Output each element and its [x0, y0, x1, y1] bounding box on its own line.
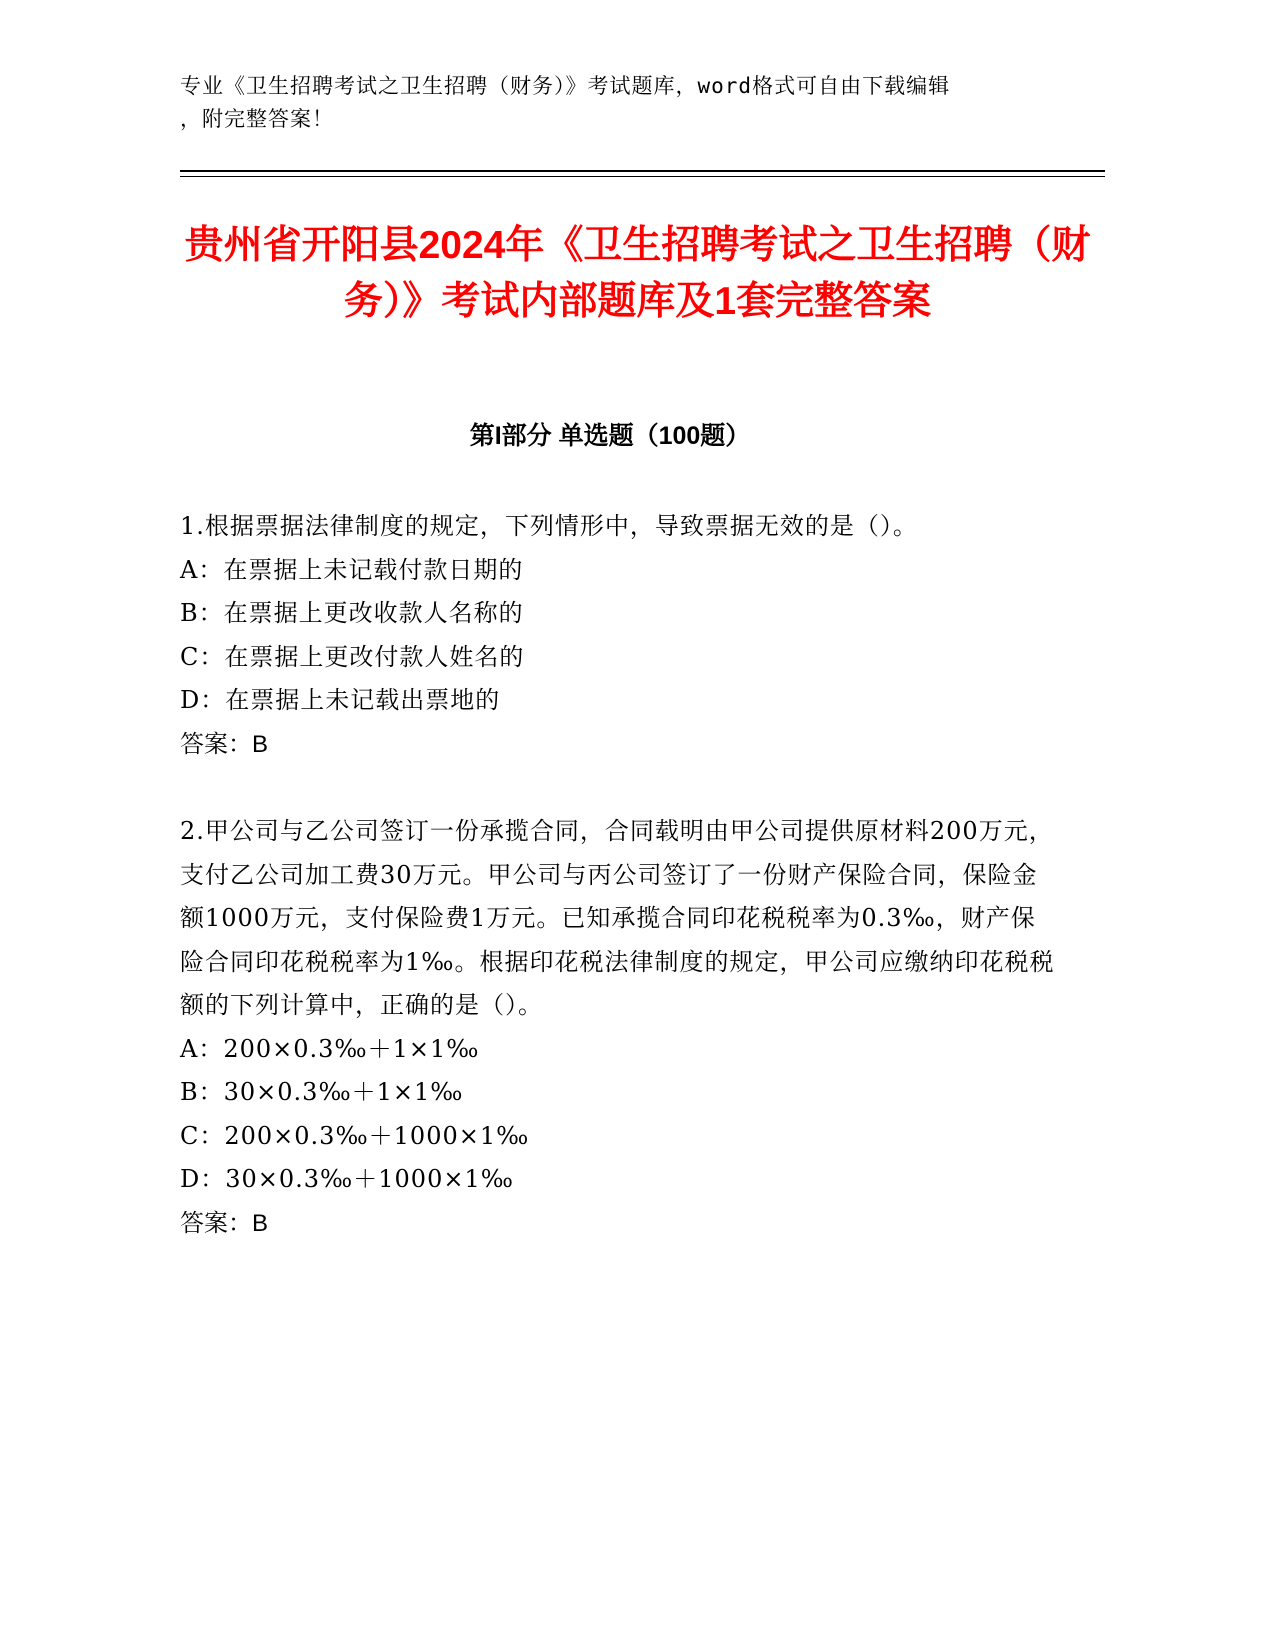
option-a: A：在票据上未记载付款日期的 — [180, 555, 524, 584]
option-b: B：30×0.3‰＋1×1‰ — [180, 1078, 464, 1106]
section-heading: 第I部分 单选题（100题） — [469, 422, 751, 450]
header-note: 专业《卫生招聘考试之卫生招聘（财务）》考试题库，word格式可自由下载编辑 ，附完整答案！ — [180, 74, 951, 131]
option-a: A：200×0.3‰＋1×1‰ — [180, 1034, 480, 1063]
header-divider-thin — [180, 176, 1105, 177]
answer-line: 答案：B — [180, 730, 269, 758]
answer-line: 答案：B — [180, 1209, 269, 1237]
question-stem: 2.甲公司与乙公司签订一份承揽合同，合同载明由甲公司提供原材料200万元，支付乙公司加工费30万元。甲公司与丙公司签订了一份财产保险合同，保险金额1000万元，支付保险费1万元。已知承揽合同印花税税率为0.3‰，财产保险合同印花税税率为1‰。根据印花税法律制度的规定，甲公司应缴纳印花税税额的下列计算中，正确的是（）。 — [180, 817, 1055, 1019]
option-b: B：在票据上更改收款人名称的 — [180, 599, 524, 627]
question-stem: 1.根据票据法律制度的规定，下列情形中，导致票据无效的是（）。 — [180, 512, 918, 540]
page-title: 贵州省开阳县2024年《卫生招聘考试之卫生招聘（财务）》考试内部题库及1套完整答案 — [184, 224, 1091, 323]
question-block — [180, 505, 1060, 766]
question-block — [180, 810, 1060, 1245]
option-c: C：在票据上更改付款人姓名的 — [180, 642, 525, 671]
option-d: D：30×0.3‰＋1000×1‰ — [180, 1165, 514, 1193]
option-d: D：在票据上未记载出票地的 — [180, 686, 501, 714]
option-c: C：200×0.3‰＋1000×1‰ — [180, 1121, 530, 1150]
header-divider-thick — [180, 170, 1105, 172]
